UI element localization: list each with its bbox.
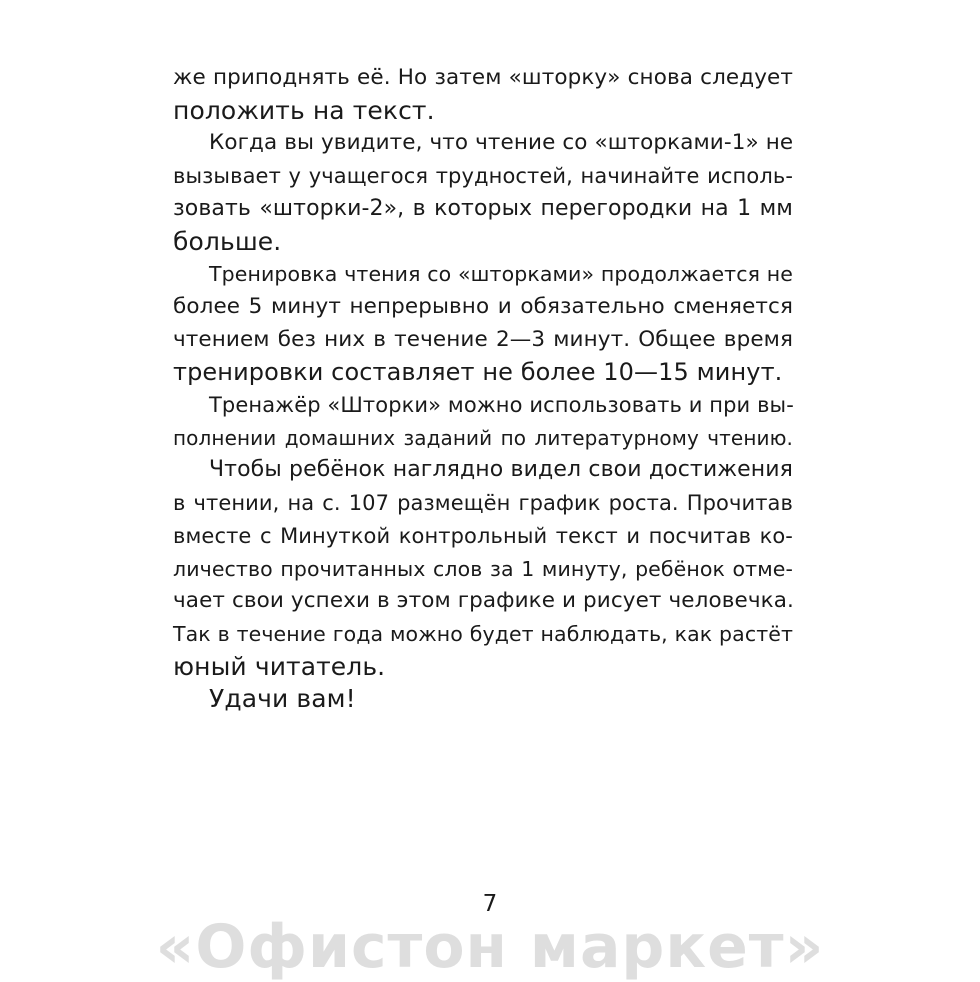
text-line: Чтобы ребёнок наглядно видел свои достижения xyxy=(209,457,793,483)
text-line: зовать «шторки-2», в которых перегородки на 1 мм xyxy=(173,195,793,221)
text-line: Удачи вам! xyxy=(209,684,356,714)
text-line: личество прочитанных слов за 1 минуту, ребёнок отме- xyxy=(173,556,793,581)
text-line: больше. xyxy=(173,226,282,256)
text-line: чтением без них в течение 2—3 минут. Общее время xyxy=(173,326,793,352)
text-line: Так в течение года можно будет наблюдать, как растёт xyxy=(173,621,793,646)
text-line: вместе с Минуткой контрольный текст и посчитав ко- xyxy=(173,523,793,548)
text-line: в чтении, на с. 107 размещён график роста. Прочитав xyxy=(173,491,793,516)
watermark-text: «Офистон маркет» xyxy=(155,912,825,982)
text-line: же приподнять её. Но затем «шторку» снова следует xyxy=(173,65,793,90)
body-text xyxy=(173,62,793,716)
text-line: Тренажёр «Шторки» можно использовать и при вы- xyxy=(209,393,794,418)
page-number: 7 xyxy=(482,891,498,917)
text-line: Когда вы увидите, что чтение со «шторками-1» не xyxy=(209,130,794,156)
text-line: Тренировка чтения со «шторками» продолжается не xyxy=(209,262,793,287)
text-line: чает свои успехи в этом графике и рисует человечка. xyxy=(173,588,794,614)
text-line: вызывает у учащегося трудностей, начинайте исполь- xyxy=(173,164,793,189)
text-line: более 5 минут непрерывно и обязательно сменяется xyxy=(173,293,793,319)
text-line: тренировки составляет не более 10—15 минут. xyxy=(173,358,783,387)
text-line: юный читатель. xyxy=(173,651,386,681)
text-line: положить на текст. xyxy=(173,95,435,125)
text-line: полнении домашних заданий по литературному чтению. xyxy=(173,425,793,450)
